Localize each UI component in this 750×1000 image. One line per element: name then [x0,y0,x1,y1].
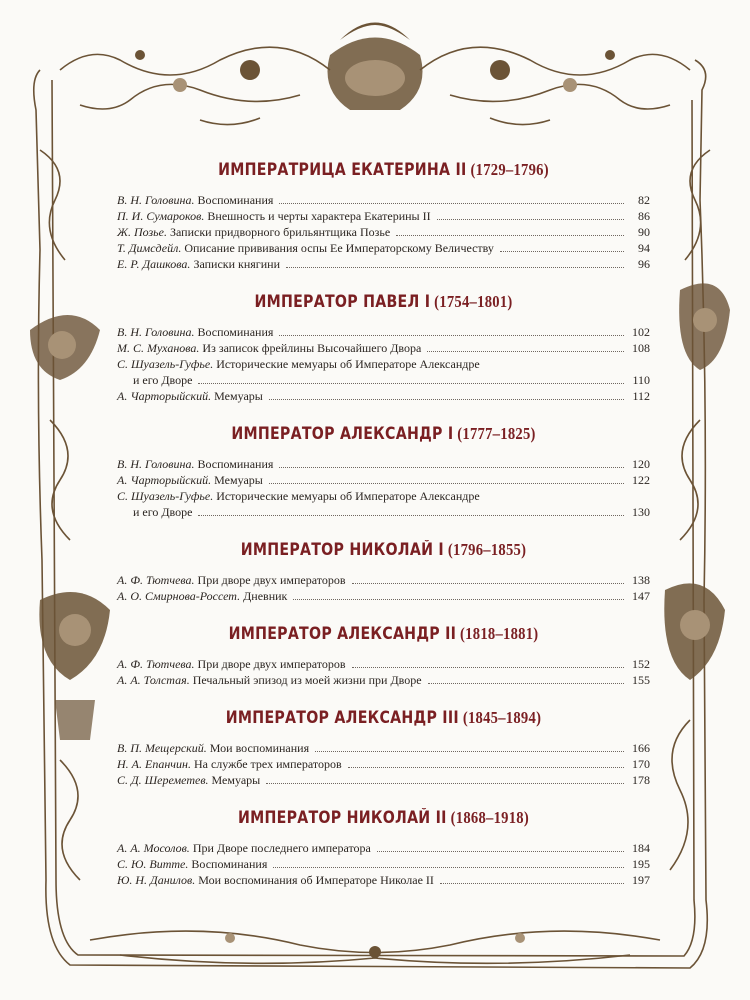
entry-title: Мемуары [208,773,261,787]
entry-line [117,740,650,756]
entry-text [117,388,263,404]
entry-title: При дворе двух императоров [194,573,346,587]
entry-author: С. Д. Шереметев. [117,773,209,787]
entry-text [117,772,260,788]
entry-author: Т. Димсдейл. [117,241,182,255]
toc-entry[interactable] [117,756,650,772]
entry-author: В. Н. Головина. [117,193,195,207]
entry-line [117,324,650,340]
toc-entry[interactable] [117,488,650,520]
entry-line [117,208,650,224]
section-heading-title: ИМПЕРАТОР ПАВЕЛ I [254,292,431,311]
entry-title: Воспоминания [194,457,274,471]
toc-section [117,808,650,888]
entry-text [117,340,421,356]
entry-text [117,472,263,488]
entry-line [117,456,650,472]
entry-text [117,324,273,340]
entry-text [117,588,287,604]
entry-page-number: 110 [632,373,650,387]
dot-leader [500,250,624,252]
section-heading-years: (1818–1881) [456,624,539,643]
entry-author: В. Н. Головина. [117,457,195,471]
entry-page-number: 170 [632,757,650,771]
entry-page-number: 96 [638,257,650,271]
entry-title: Печальный эпизод из моей жизни при Дворе [189,673,422,687]
entry-page-number: 155 [632,673,650,687]
entry-title: Записки придворного брильянтщика Позье [166,225,391,239]
dot-leader [279,466,624,468]
section-heading [154,424,612,444]
toc-section [117,624,650,688]
toc-entry[interactable] [117,224,650,240]
entry-text [117,224,390,240]
entry-line [117,192,650,208]
entry-page-number: 195 [632,857,650,871]
entry-title: Мемуары [211,473,263,487]
entry-page-number: 138 [632,573,650,587]
entry-text [117,208,431,224]
entry-text [117,240,494,256]
toc-entry[interactable] [117,340,650,356]
entry-title: Воспоминания [188,857,268,871]
section-heading-years: (1845–1894) [458,708,542,727]
section-heading-years: (1729–1796) [466,160,549,179]
entry-title: Мои воспоминания [206,741,310,755]
toc-entry[interactable] [117,840,650,856]
section-heading-years: (1754–1801) [430,292,513,311]
entry-title: Исторические мемуары об Императоре Александре [213,489,480,503]
dot-leader [427,350,624,352]
entry-line [117,588,650,604]
entry-text [117,840,371,856]
entry-author: М. С. Муханова. [117,341,200,355]
toc-entry[interactable] [117,356,650,388]
dot-leader [396,234,624,236]
entry-title: На службе трех императоров [190,757,342,771]
entry-page-number: 120 [632,457,650,471]
entry-line [117,388,650,404]
entry-title: Исторические мемуары об Императоре Александре [213,357,480,371]
toc-entry[interactable] [117,456,650,472]
section-heading [154,708,612,728]
entry-title: При Дворе последнего императора [189,841,371,855]
toc-entry[interactable] [117,856,650,872]
entry-title-continued: и его Дворе [133,505,193,519]
toc-entry[interactable] [117,772,650,788]
dot-leader [198,514,624,516]
section-heading-years: (1796–1855) [443,540,527,559]
entry-page-number: 102 [632,325,650,339]
entry-line [117,224,650,240]
toc-entry[interactable] [117,872,650,888]
section-heading-title: ИМПЕРАТОР НИКОЛАЙ II [237,808,447,827]
entry-line [117,240,650,256]
toc-section [117,424,650,520]
section-heading-title: ИМПЕРАТОР АЛЕКСАНДР I [231,424,454,443]
section-heading-title: ИМПЕРАТОР АЛЕКСАНДР III [225,708,459,727]
entry-line [117,772,650,788]
entry-title: Воспоминания [194,325,274,339]
entry-text [117,572,346,588]
entry-author: В. Н. Головина. [117,325,195,339]
entry-title-continued: и его Дворе [133,373,193,387]
dot-leader [352,582,624,584]
entry-title: Воспоминания [194,193,274,207]
entry-author: С. Шуазель-Гуфье. [117,357,214,371]
toc-entry[interactable] [117,656,650,672]
entry-line [117,504,650,520]
toc-entry[interactable] [117,256,650,272]
entry-line [117,756,650,772]
dot-leader [286,266,624,268]
entry-text [117,872,434,888]
entry-line [117,840,650,856]
dot-leader [428,682,624,684]
entry-page-number: 147 [632,589,650,603]
bottom-ornament [90,931,660,963]
entry-title: Записки княгини [190,257,280,271]
entry-author: Ж. Позье. [117,225,167,239]
entry-page-number: 90 [638,225,650,239]
entry-title: Дневник [240,589,288,603]
entry-title: Мемуары [211,389,263,403]
dot-leader [440,882,624,884]
entry-line [117,340,650,356]
entry-line [117,856,650,872]
toc-entry[interactable] [117,240,650,256]
toc-entry[interactable] [117,388,650,404]
toc-entry[interactable] [117,740,650,756]
right-ornament [664,150,730,870]
dot-leader [279,334,624,336]
toc-entry[interactable] [117,572,650,588]
section-heading-title: ИМПЕРАТОР НИКОЛАЙ I [240,540,444,559]
dot-leader [266,782,624,784]
dot-leader [198,382,624,384]
toc-entry[interactable] [117,672,650,688]
entry-author: Е. Р. Дашкова. [117,257,191,271]
entry-text [117,856,267,872]
entry-author: Ю. Н. Данилов. [117,873,196,887]
section-heading-title: ИМПЕРАТОР АЛЕКСАНДР II [228,624,457,643]
toc-section [117,292,650,404]
section-heading [154,624,612,644]
entry-author: А. Ф. Тютчева. [117,573,195,587]
toc-entry[interactable] [117,324,650,340]
entry-text [117,756,342,772]
dot-leader [293,598,624,600]
entry-page-number: 86 [638,209,650,223]
entry-text [117,740,309,756]
entry-page-number: 94 [638,241,650,255]
dot-leader [269,398,624,400]
entry-text [117,256,280,272]
dot-leader [269,482,624,484]
entry-line [117,472,650,488]
entry-title: Мои воспоминания об Императоре Николае II [195,873,434,887]
entry-page-number: 184 [632,841,650,855]
section-heading [154,540,612,560]
toc-entry[interactable] [117,588,650,604]
toc-section [117,708,650,788]
entry-page-number: 108 [632,341,650,355]
entry-author: П. И. Сумароков. [117,209,205,223]
entry-text [117,192,273,208]
entry-title: Из записок фрейлины Высочайшего Двора [199,341,422,355]
entry-text [117,672,422,688]
entry-line [117,656,650,672]
entry-line [117,256,650,272]
toc-section [117,540,650,604]
table-of-contents [117,160,650,908]
entry-title: Описание прививания оспы Ее Императорскому Величеству [181,241,494,255]
dot-leader [377,850,624,852]
entry-line [117,488,650,504]
entry-author: А. Чарторыйский. [117,473,212,487]
entry-author: А. А. Толстая. [117,673,190,687]
entry-page-number: 197 [632,873,650,887]
entry-page-number: 178 [632,773,650,787]
entry-text [117,656,346,672]
entry-line [117,872,650,888]
entry-text [117,456,273,472]
toc-entry[interactable] [117,472,650,488]
entry-page-number: 82 [638,193,650,207]
entry-page-number: 112 [632,389,650,403]
toc-entry[interactable] [117,208,650,224]
toc-section [117,160,650,272]
toc-entry[interactable] [117,192,650,208]
entry-line [117,672,650,688]
dot-leader [315,750,624,752]
entry-author: А. А. Мосолов. [117,841,190,855]
entry-page-number: 152 [632,657,650,671]
entry-author: А. Ф. Тютчева. [117,657,195,671]
entry-page-number: 130 [632,505,650,519]
dot-leader [273,866,624,868]
entry-title: Внешность и черты характера Екатерины II [204,209,431,223]
left-ornament [30,150,110,880]
entry-author: В. П. Мещерский. [117,741,207,755]
dot-leader [348,766,624,768]
entry-page-number: 166 [632,741,650,755]
dot-leader [437,218,624,220]
section-heading-years: (1777–1825) [453,424,536,443]
entry-line [117,372,650,388]
top-cartouche-ornament [60,23,690,125]
section-heading-years: (1868–1918) [446,808,530,827]
entry-author: С. Шуазель-Гуфье. [117,489,214,503]
section-heading-title: ИМПЕРАТРИЦА ЕКАТЕРИНА II [218,160,467,179]
entry-author: А. Чарторыйский. [117,389,212,403]
entry-line [117,356,650,372]
entry-author: Н. А. Епанчин. [117,757,191,771]
entry-line [117,572,650,588]
dot-leader [279,202,624,204]
dot-leader [352,666,624,668]
entry-author: А. О. Смирнова-Россет. [117,589,241,603]
section-heading [154,292,612,312]
entry-page-number: 122 [632,473,650,487]
entry-author: С. Ю. Витте. [117,857,189,871]
entry-title: При дворе двух императоров [194,657,346,671]
section-heading [154,808,612,828]
section-heading [154,160,612,180]
